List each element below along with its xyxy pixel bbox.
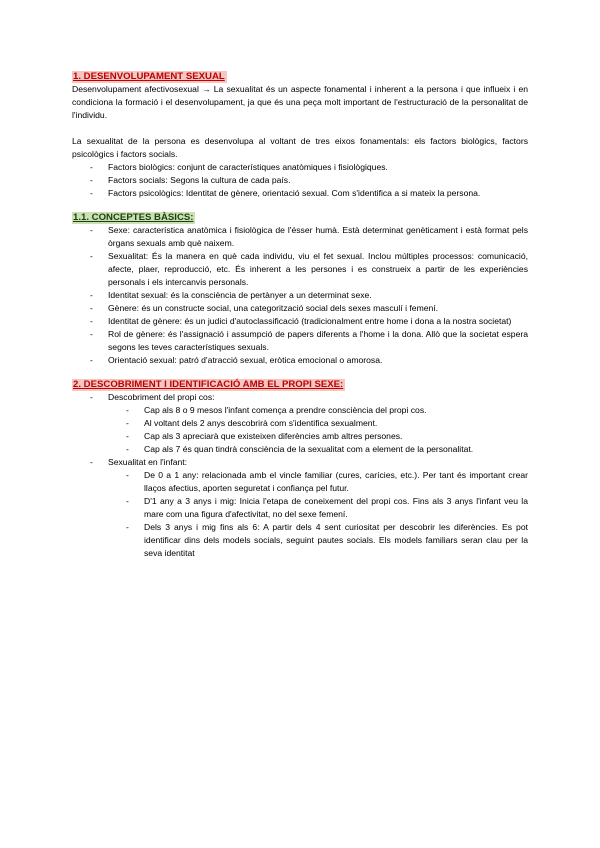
dash-bullet: - bbox=[126, 444, 129, 454]
dash-bullet: - bbox=[90, 303, 93, 313]
section-1-list bbox=[72, 161, 528, 200]
list-item: - Sexualitat: És la manera en què cada individu, viu el fet sexual. Inclou múltiples processos: comunicació, afecte, plaer, reproducció, etc. És inherent a les persones i es construeix a partir de les experiències personals i els intercanvis personals. bbox=[90, 251, 528, 287]
list-item: - De 0 a 1 any: relacionada amb el vincle familiar (cures, carícies, etc.). Per tant és important crear llaços afectius, aporten seguretat i confiança pel futur. bbox=[126, 470, 528, 493]
dash-bullet: - bbox=[90, 355, 93, 365]
dash-bullet: - bbox=[90, 162, 93, 172]
list-item: - Identitat sexual: és la consciència de pertànyer a un determinat sexe. bbox=[90, 290, 372, 300]
list-item: - Orientació sexual: patró d'atracció sexual, eròtica emocional o amorosa. bbox=[90, 355, 383, 365]
dash-bullet: - bbox=[126, 418, 129, 428]
section-3-heading: 2. DESCOBRIMENT I IDENTIFICACIÓ AMB EL PROPI SEXE: bbox=[73, 379, 344, 390]
dash-bullet: - bbox=[90, 175, 93, 185]
dash-bullet: - bbox=[90, 392, 93, 402]
dash-bullet: - bbox=[126, 470, 129, 480]
list-item: - Identitat de gènere: és un judici d'autoclassificació (tradicionalment entre home i dona a la nostra societat) bbox=[90, 316, 512, 326]
list-item: - D'1 any a 3 anys i mig: Inicia l'etapa de coneixement del propi cos. Fins als 3 anys l'infant veu la mare com una figura d'afectivitat, no del sexe femení. bbox=[126, 496, 528, 519]
dash-bullet: - bbox=[90, 457, 93, 467]
list-item: - Cap als 8 o 9 mesos l'infant comença a prendre consciència del propi cos. bbox=[126, 405, 427, 415]
section-1-intro: Desenvolupament afectivosexual → La sexualitat és un aspecte fonamental i inherent a la persona i que influeix i en condiciona la formació i el desenvolupament, ja que és una peça molt important de l'estructuració de la personalitat de l'individu. bbox=[72, 84, 528, 120]
document-page bbox=[72, 70, 528, 560]
dash-bullet: - bbox=[126, 405, 129, 415]
list-item: - Sexe: característica anatòmica i fisiològica de l'ésser humà. Està determinat genèticament i està format pels òrgans sexuals amb què naixem. bbox=[90, 225, 528, 248]
section-1-paragraph: La sexualitat de la persona es desenvolupa al voltant de tres eixos fonamentals: els factors biològics, factors psicològics i factors socials. bbox=[72, 136, 528, 159]
list-item: - Cap als 3 apreciarà que existeixen diferències amb altres persones. bbox=[126, 431, 403, 441]
dash-bullet: - bbox=[90, 225, 93, 235]
list-item: - Gènere: és un constructe social, una categorització social dels sexes masculí i femení. bbox=[90, 303, 439, 313]
section-3-list bbox=[72, 391, 528, 560]
dash-bullet: - bbox=[90, 316, 93, 326]
dash-bullet: - bbox=[126, 431, 129, 441]
list-item: - Dels 3 anys i mig fins als 6: A partir dels 4 sent curiositat per descobrir les diferències. Es pot identificar dins dels models socials, seguint pautes socials. Els models familiars seran clau per la seva identitat bbox=[126, 522, 528, 558]
list-item: - Al voltant dels 2 anys descobrirà com s'identifica sexualment. bbox=[126, 418, 378, 428]
dash-bullet: - bbox=[90, 290, 93, 300]
section-desenvolupament-sexual bbox=[72, 70, 528, 200]
dash-bullet: - bbox=[90, 251, 93, 261]
dash-bullet: - bbox=[90, 188, 93, 198]
list-item-group: - Descobriment del propi cos: bbox=[90, 392, 215, 402]
dash-bullet: - bbox=[126, 496, 129, 506]
list-item: - Cap als 7 és quan tindrà consciència de la sexualitat com a element de la personalitat. bbox=[126, 444, 474, 454]
section-1-heading: 1. DESENVOLUPAMENT SEXUAL bbox=[73, 71, 225, 82]
dash-bullet: - bbox=[90, 329, 93, 339]
section-2-heading: 1.1. CONCEPTES BÀSICS: bbox=[73, 212, 194, 223]
section-2-list bbox=[72, 224, 528, 367]
list-item-group: - Sexualitat en l'infant: bbox=[90, 457, 188, 467]
list-item: - Factors psicològics: Identitat de gènere, orientació sexual. Com s'identifica a si mateix la persona. bbox=[90, 188, 481, 198]
dash-bullet: - bbox=[126, 522, 129, 532]
list-item: - Factors biològics: conjunt de característiques anatòmiques i fisiològiques. bbox=[90, 162, 388, 172]
section-conceptes-basics bbox=[72, 211, 528, 367]
list-item: - Factors socials: Segons la cultura de cada país. bbox=[90, 175, 291, 185]
list-item: - Rol de gènere: és l'assignació i assumpció de papers diferents a l'home i la dona. Allò que la societat espera segons les teves característiques sexuals. bbox=[90, 329, 528, 352]
section-descobriment bbox=[72, 378, 528, 560]
